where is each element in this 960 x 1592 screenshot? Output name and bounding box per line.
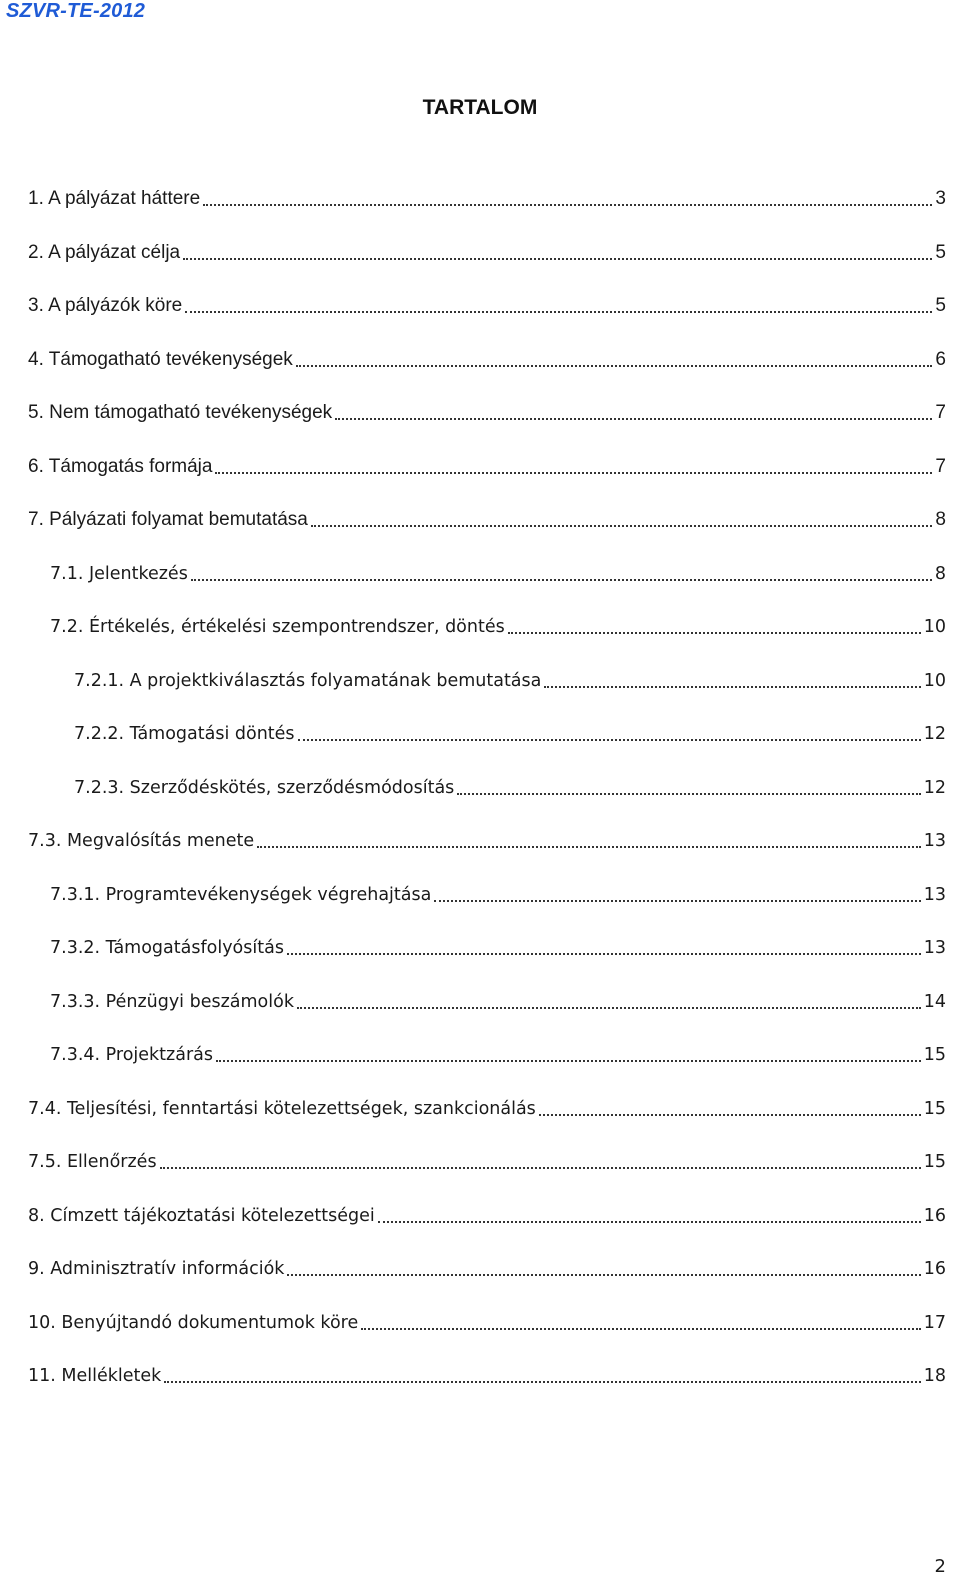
dot-leader <box>185 311 932 313</box>
toc-entry-label: 7.3.1. Programtevékenységek végrehajtása <box>50 885 432 905</box>
toc-entry[interactable] <box>28 1358 946 1388</box>
toc-entry[interactable] <box>74 716 946 746</box>
dot-leader <box>539 1114 921 1116</box>
toc-entry[interactable] <box>28 1091 946 1121</box>
toc-entry-label: 7.2.3. Szerződéskötés, szerződésmódosítás <box>74 778 455 798</box>
toc-entry-page: 13 <box>923 885 946 905</box>
toc-entry[interactable] <box>50 877 946 907</box>
toc-entry[interactable] <box>28 1144 946 1174</box>
toc-entry[interactable] <box>28 1251 946 1281</box>
toc-entry[interactable] <box>50 984 946 1014</box>
toc-entry-label: 7.3.2. Támogatásfolyósítás <box>50 938 284 958</box>
toc-entry-page: 13 <box>923 831 946 851</box>
toc-entry-label: 7.3.4. Projektzárás <box>50 1045 213 1065</box>
toc-entry-label: 4. Támogatható tevékenységek <box>28 349 293 370</box>
toc-entry-label: 1. A pályázat háttere <box>28 188 201 209</box>
toc-entry[interactable] <box>50 609 946 639</box>
page-number: 2 <box>934 1556 946 1577</box>
toc-entry[interactable] <box>50 1037 946 1067</box>
dot-leader <box>191 579 932 581</box>
dot-leader <box>296 365 933 367</box>
toc-entry-page: 6 <box>935 349 946 370</box>
dot-leader <box>183 258 932 260</box>
toc-entry-label: 7.3. Megvalósítás menete <box>28 831 255 851</box>
dot-leader <box>378 1221 921 1223</box>
dot-leader <box>457 793 920 795</box>
toc-entry-page: 14 <box>923 992 946 1012</box>
dot-leader <box>287 953 921 955</box>
toc-entry-page: 15 <box>923 1152 946 1172</box>
toc-entry-page: 12 <box>923 724 946 744</box>
dot-leader <box>544 686 920 688</box>
toc-entry-page: 7 <box>935 456 946 477</box>
toc-entry-page: 18 <box>923 1366 946 1386</box>
dot-leader <box>216 1060 921 1062</box>
toc-entry-label: 11. Mellékletek <box>28 1366 162 1386</box>
dot-leader <box>257 846 921 848</box>
toc-entry-label: 3. A pályázók köre <box>28 295 183 316</box>
dot-leader <box>361 1328 920 1330</box>
toc-entry[interactable] <box>50 930 946 960</box>
toc-entry-page: 7 <box>935 402 946 423</box>
toc-entry-label: 5. Nem támogatható tevékenységek <box>28 402 333 423</box>
toc-entry[interactable] <box>74 770 946 800</box>
toc-entry-label: 7.2.2. Támogatási döntés <box>74 724 295 744</box>
toc-entry-page: 16 <box>923 1259 946 1279</box>
toc-entry-page: 12 <box>923 778 946 798</box>
dot-leader <box>203 204 932 206</box>
toc-entry-page: 10 <box>923 671 946 691</box>
toc-entry-label: 7.2. Értékelés, értékelési szempontrendszer, döntés <box>50 617 505 637</box>
dot-leader <box>215 472 932 474</box>
toc-entry-page: 16 <box>923 1206 946 1226</box>
toc-entry[interactable] <box>28 395 946 425</box>
toc-entry-label: 7.2.1. A projektkiválasztás folyamatának bemutatása <box>74 671 542 691</box>
toc-entry-page: 17 <box>923 1313 946 1333</box>
document-code: SZVR-TE-2012 <box>6 0 146 22</box>
toc-entry-label: 2. A pályázat célja <box>28 242 181 263</box>
toc-entry-label: 7.4. Teljesítési, fenntartási kötelezettségek, szankcionálás <box>28 1099 536 1119</box>
toc-entry[interactable] <box>28 502 946 532</box>
toc-entry-page: 10 <box>923 617 946 637</box>
dot-leader <box>160 1167 921 1169</box>
toc-entry[interactable] <box>28 449 946 479</box>
dot-leader <box>297 1007 921 1009</box>
toc-entry-page: 5 <box>935 295 946 316</box>
dot-leader <box>335 418 932 420</box>
toc-entry[interactable] <box>50 556 946 586</box>
toc-entry-page: 13 <box>923 938 946 958</box>
toc-entry-label: 7.5. Ellenőrzés <box>28 1152 157 1172</box>
toc-entry-page: 5 <box>935 242 946 263</box>
toc-entry-label: 7. Pályázati folyamat bemutatása <box>28 509 308 530</box>
toc-entry[interactable] <box>28 288 946 318</box>
toc-entry[interactable] <box>28 1305 946 1335</box>
toc-entry-label: 10. Benyújtandó dokumentumok köre <box>28 1313 359 1333</box>
toc-entry-label: 7.3.3. Pénzügyi beszámolók <box>50 992 294 1012</box>
dot-leader <box>434 900 920 902</box>
toc-entry[interactable] <box>28 823 946 853</box>
toc-entry-page: 8 <box>934 564 946 584</box>
dot-leader <box>164 1381 920 1383</box>
dot-leader <box>508 632 921 634</box>
toc-entry[interactable] <box>28 235 946 265</box>
toc-entry[interactable] <box>28 342 946 372</box>
toc-entry-label: 9. Adminisztratív információk <box>28 1259 285 1279</box>
toc-entry-page: 3 <box>935 188 946 209</box>
toc-entry[interactable] <box>28 1198 946 1228</box>
toc-entry[interactable] <box>28 181 946 211</box>
toc-title: TARTALOM <box>422 96 538 119</box>
toc-entry[interactable] <box>74 663 946 693</box>
toc-entry-label: 6. Támogatás formája <box>28 456 213 477</box>
dot-leader <box>298 739 921 741</box>
toc-entry-page: 15 <box>923 1045 946 1065</box>
dot-leader <box>287 1274 920 1276</box>
toc-entry-page: 8 <box>935 509 946 530</box>
toc-entry-label: 8. Címzett tájékoztatási kötelezettségei <box>28 1206 375 1226</box>
toc-entry-page: 15 <box>923 1099 946 1119</box>
toc-entry-label: 7.1. Jelentkezés <box>50 564 188 584</box>
dot-leader <box>311 525 933 527</box>
